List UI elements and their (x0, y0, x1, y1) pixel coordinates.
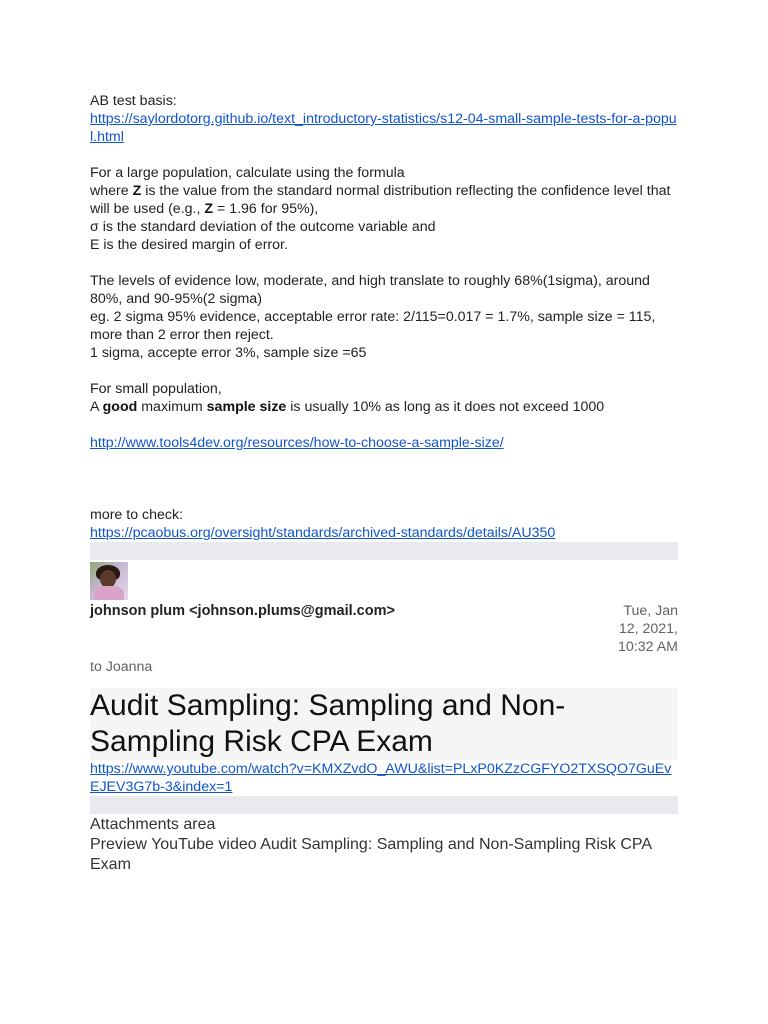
spacer (90, 470, 678, 488)
sample-size-rule: A good maximum sample size is usually 10% as long as it does not exceed 1000 (90, 399, 605, 415)
recipient-line[interactable]: to Joanna (90, 659, 153, 675)
email-body (90, 92, 678, 875)
email-date: Tue, Jan 12, 2021, 10:32 AM (618, 603, 678, 655)
pcaobus-link[interactable]: https://pcaobus.org/oversight/standards/archived-standards/details/AU350 (90, 525, 556, 541)
one-sigma-note: 1 sigma, accepte error 3%, sample size =65 (90, 345, 367, 361)
attachments-area (90, 815, 678, 875)
evidence-levels: The levels of evidence low, moderate, and high translate to roughly 68%(1sigma), around 80%, and 90-95%(2 sigma) (90, 273, 650, 307)
spacer (90, 488, 678, 506)
spacer (90, 452, 678, 470)
small-population-label: For small population, (90, 381, 222, 397)
ab-test-label: AB test basis: (90, 93, 177, 109)
sigma-explanation: σ is the standard deviation of the outcome variable and (90, 219, 436, 235)
email-header (90, 602, 678, 656)
evidence-example: eg. 2 sigma 95% evidence, acceptable error rate: 2/115=0.017 = 1.7%, sample size = 115, more than 2 error then reject. (90, 309, 656, 343)
z-explanation: where Z is the value from the standard normal distribution reflecting the confidence level that will be used (e.g., Z = 1.96 for 95%), (90, 183, 671, 217)
spacer (90, 416, 678, 434)
spacer (90, 146, 678, 164)
spacer (90, 254, 678, 272)
video-card[interactable] (90, 688, 678, 760)
youtube-link[interactable]: https://www.youtube.com/watch?v=KMXZvdO_AWU&list=PLxP0KZzCGFYO2TXSQO7GuEvEJEV3G7b-3&index=1 (90, 761, 672, 795)
more-to-check-label: more to check: (90, 507, 184, 523)
separator-bar (90, 796, 678, 814)
video-preview-text[interactable]: Preview YouTube video Audit Sampling: Sampling and Non-Sampling Risk CPA Exam (90, 836, 652, 873)
saylor-link[interactable]: https://saylordotorg.github.io/text_introductory-statistics/s12-04-small-sample-tests-for-a-popul.html (90, 111, 677, 145)
attachments-label: Attachments area (90, 816, 216, 833)
video-title[interactable]: Audit Sampling: Sampling and Non-Sampling Risk CPA Exam (90, 689, 566, 758)
sender-avatar[interactable] (90, 562, 128, 600)
spacer (90, 362, 678, 380)
large-population-line: For a large population, calculate using the formula (90, 165, 405, 181)
separator-bar (90, 542, 678, 560)
tools4dev-link[interactable]: http://www.tools4dev.org/resources/how-to-choose-a-sample-size/ (90, 435, 504, 451)
sender-name[interactable]: johnson plum <johnson.plums@gmail.com> (90, 603, 395, 619)
margin-explanation: E is the desired margin of error. (90, 237, 288, 253)
